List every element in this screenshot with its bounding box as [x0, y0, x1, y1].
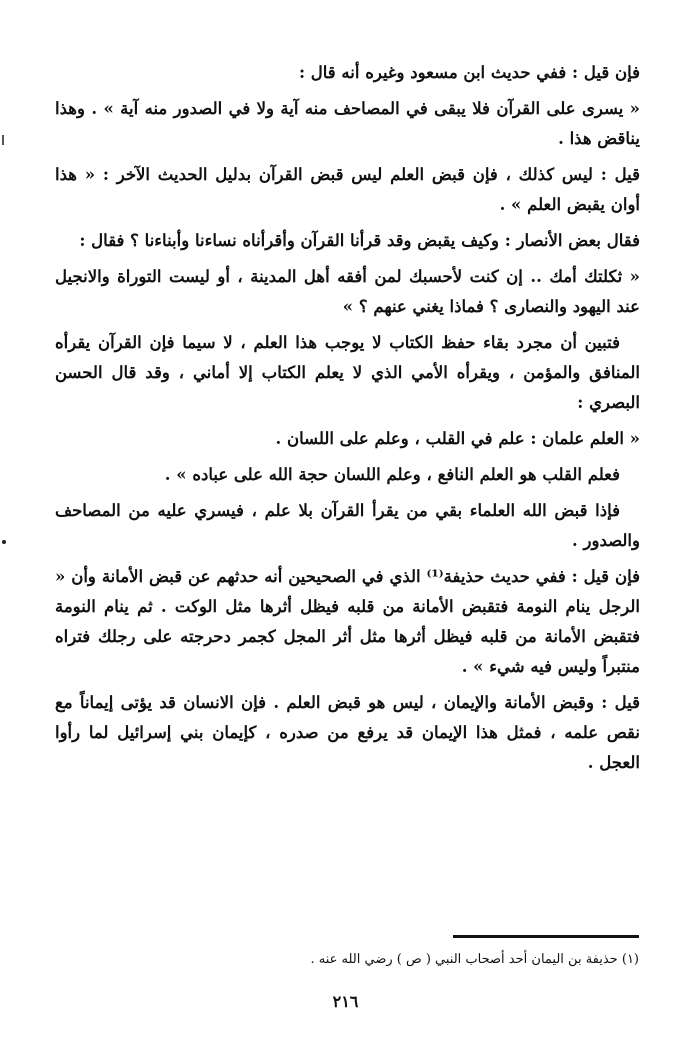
scan-edge-mark: [2, 135, 4, 145]
paragraph: قيل : وقبض الأمانة والإيمان ، ليس هو قبض العلم . فإن الانسان قد يؤتى إيماناً مع نقص علمه ، فمثل هذا الإيمان قد يرفع من صدره ، كإيمان بني إسرائيل لما رأوا العجل .: [55, 693, 640, 772]
page-body: [55, 58, 640, 784]
paragraph: فعلم القلب هو العلم النافع ، وعلم اللسان حجة الله على عباده » .: [164, 465, 620, 484]
paragraph: فإن قيل : ففي حديث حذيفة⁽¹⁾ الذي في الصحيحين أنه حدثهم عن قبض الأمانة وأن « الرجل ينام النومة فتقبض الأمانة من قلبه فيظل أثرها مثل الوكت . ثم ينام النومة فتقبض الأمانة من قلبه فيظل أثرها مثل أثر المجل كجمر دحرجته على رجلك فتراه منتبراً وليس فيه شيء » .: [55, 567, 640, 676]
paragraph: فإن قيل : ففي حديث ابن مسعود وغيره أنه قال :: [298, 63, 640, 82]
page-number: ٢١٦: [332, 992, 359, 1011]
paragraph: « ثكلتك أمك .. إن كنت لأحسبك لمن أفقه أهل المدينة ، أو ليست التوراة والانجيل عند اليهود والنصارى ؟ فماذا يغني عنهم ؟ »: [55, 267, 640, 316]
paragraph: فتبين أن مجرد بقاء حفظ الكتاب لا يوجب هذا العلم ، لا سيما فإن القرآن يقرأه المنافق والمؤمن ، ويقرأه الأمي الذي لا يعلم الكتاب إلا أماني ، وقد قال الحسن البصري :: [55, 333, 640, 412]
paragraph: فإذا قبض الله العلماء بقي من يقرأ القرآن بلا علم ، فيسري عليه من المصاحف والصدور .: [55, 501, 640, 550]
paragraph: فقال بعض الأنصار : وكيف يقبض وقد قرأنا القرآن وأقرأناه نساءنا وأبناءنا ؟ فقال :: [79, 231, 640, 250]
scan-edge-dot: [2, 540, 6, 544]
footnote-divider: [453, 935, 639, 938]
paragraph: « يسرى على القرآن فلا يبقى في المصاحف منه آية ولا في الصدور منه آية » . وهذا يناقض هذا .: [55, 99, 640, 148]
paragraph: « العلم علمان : علم في القلب ، وعلم على اللسان .: [275, 429, 640, 448]
footnote: (١) حذيفة بن اليمان أحد أصحاب النبي ( ص ) رضي الله عنه .: [310, 952, 639, 967]
paragraph: قيل : ليس كذلك ، فإن قبض العلم ليس قبض القرآن بدليل الحديث الآخر : « هذا أوان يقبض العلم » .: [55, 165, 640, 214]
